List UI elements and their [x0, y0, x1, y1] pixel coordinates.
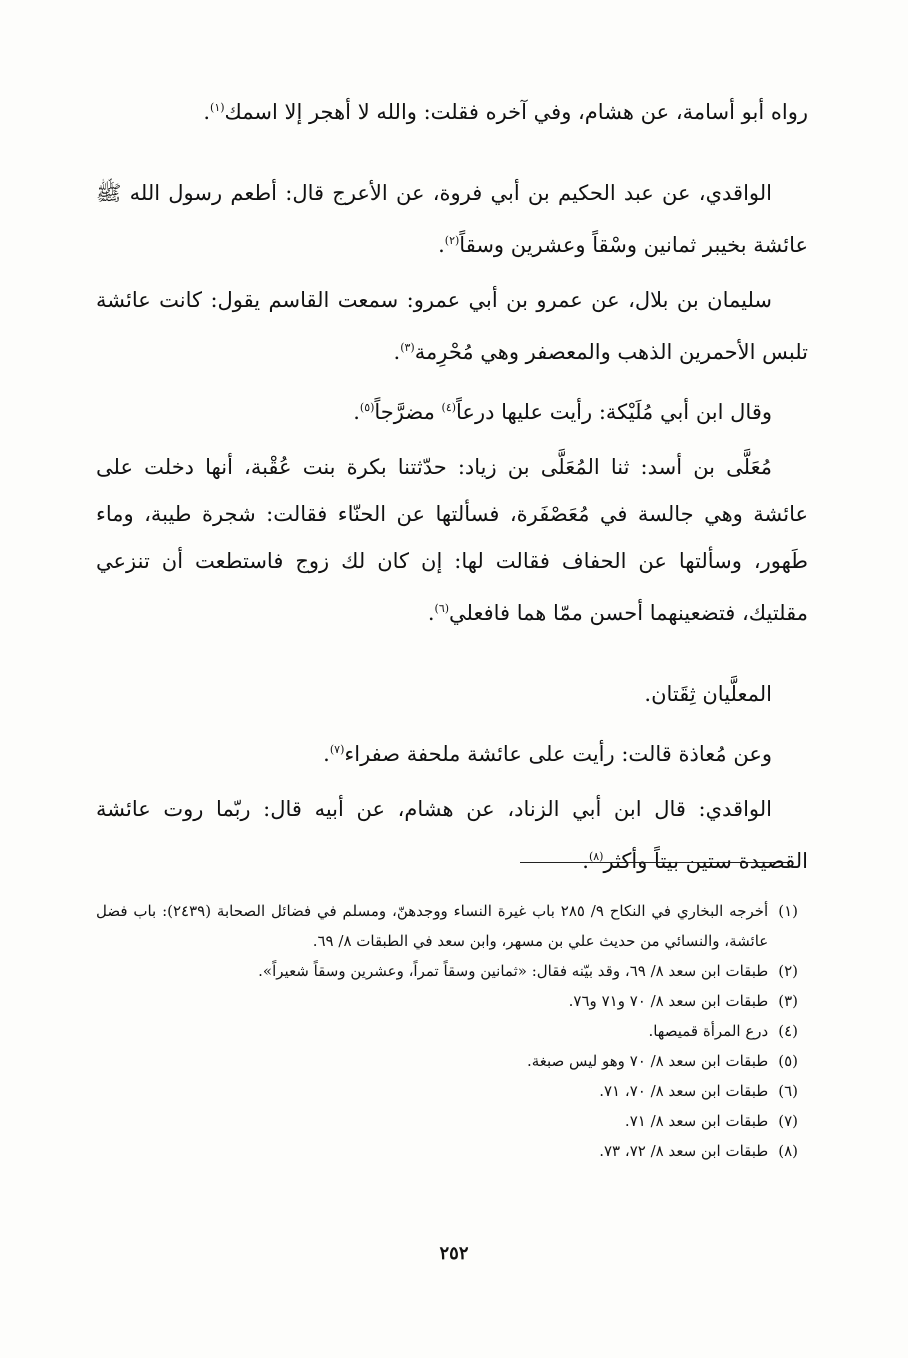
footnote-3 [96, 986, 798, 1016]
footnote-ref[interactable]: (٣) [400, 341, 415, 354]
footnote-6 [96, 1076, 798, 1106]
footnote-1 [96, 896, 798, 956]
footnote-2 [96, 956, 798, 986]
page-number: ٢٥٢ [439, 1243, 469, 1264]
footnote-7 [96, 1106, 798, 1136]
paragraph-text: الواقدي، عن عبد الحكيم بن أبي فروة، عن الأعرج قال: أطعم رسول الله ﷺ عائشة بخيبر ثمانين وسْقاً وعشرين وسقاً [96, 181, 808, 257]
footnote-5 [96, 1046, 798, 1076]
footnote-text: طبقات ابن سعد ٨/ ٧٠، ٧١. [599, 1082, 769, 1100]
footnote-number: (٨) [778, 1142, 798, 1160]
footnote-number: (١) [778, 902, 798, 920]
paragraph-text: وعن مُعاذة قالت: رأيت على عائشة ملحفة صفراء [344, 742, 772, 766]
footnote-8 [96, 1136, 798, 1166]
paragraph-4 [96, 384, 808, 436]
paragraph-text: مُعَلَّى بن أسد: ثنا المُعَلَّى بن زياد: حدّثتنا بكرة بنت عُقْبة، أنها دخلت على عائشة وهي جالسة في مُعَصْفَرة، فسألتها عن الحنّاء فقالت: شجرة طيبة، وماء طَهور، وسألتها عن الحفاف فقالت لها: إن كان لك زوج فاستطعت أن تنزعي مقلتيك، فتضعينهما أحسن ممّا هما فافعلي [96, 455, 808, 625]
paragraph-6 [96, 671, 808, 718]
footnote-text: طبقات ابن سعد ٨/ ٧٢، ٧٣. [599, 1142, 769, 1160]
paragraph-text: المعلَّيان ثِقَتان. [644, 682, 772, 706]
period: . [203, 100, 211, 124]
paragraph-text: مضرَّجاً [374, 400, 442, 424]
paragraph-text: وقال ابن أبي مُلَيْكة: رأيت عليها درعاً [456, 400, 772, 424]
paragraph-2 [96, 170, 808, 269]
footnote-number: (٧) [778, 1112, 798, 1130]
period: . [438, 233, 445, 257]
period: . [323, 742, 330, 766]
footnote-4 [96, 1016, 798, 1046]
footnote-text: أخرجه البخاري في النكاح ٩/ ٢٨٥ باب غيرة النساء ووجدهنّ، ومسلم في فضائل الصحابة (٢٤٣٩): باب فضل عائشة، والنسائي من حديث علي بن مسهر، وابن سعد في الطبقات ٨/ ٦٩. [96, 902, 769, 950]
footnote-ref[interactable]: (٨) [588, 850, 604, 863]
footnote-ref[interactable]: (٢) [444, 234, 460, 247]
paragraph-8 [96, 786, 808, 885]
paragraph-5 [96, 444, 808, 637]
footnote-ref[interactable]: (١) [210, 101, 225, 114]
paragraph-text: رواه أبو أسامة، عن هشام، وفي آخره فقلت: والله لا أهجر إلا اسمك [224, 100, 808, 124]
footnotes [96, 896, 798, 1166]
footnote-number: (٢) [778, 962, 798, 980]
footnote-text: طبقات ابن سعد ٨/ ٧١. [624, 1112, 769, 1130]
footnote-text: طبقات ابن سعد ٨/ ٦٩، وقد بيّنه فقال: «ثمانين وسقاً تمراً، وعشرين وسقاً شعيراً». [258, 962, 769, 980]
paragraph-text: سليمان بن بلال، عن عمرو بن أبي عمرو: سمعت القاسم يقول: كانت عائشة تلبس الأحمرين الذهب والمعصفر وهي مُحْرِمة [96, 288, 808, 364]
period: . [427, 601, 435, 625]
footnote-number: (٥) [778, 1052, 798, 1070]
footnote-text: طبقات ابن سعد ٨/ ٧٠ و٧١ و٧٦. [568, 992, 769, 1010]
paragraph-1 [96, 84, 808, 136]
footnote-number: (٣) [778, 992, 798, 1010]
paragraph-text: الواقدي: قال ابن أبي الزناد، عن هشام، عن أبيه قال: ربّما روت عائشة القصيدة ستين بيتاً وأكثر [96, 797, 808, 873]
footnote-number: (٦) [778, 1082, 798, 1100]
period: . [393, 340, 401, 364]
paragraph-7 [96, 726, 808, 778]
footnote-text: طبقات ابن سعد ٨/ ٧٠ وهو ليس صبغة. [526, 1052, 769, 1070]
footnote-ref[interactable]: (٧) [329, 743, 345, 756]
footnote-text: درع المرأة قميصها. [648, 1022, 769, 1040]
footnote-divider [520, 862, 790, 863]
footnote-number: (٤) [778, 1022, 798, 1040]
main-text [96, 84, 808, 893]
footnote-ref[interactable]: (٥) [359, 401, 375, 414]
paragraph-3 [96, 277, 808, 376]
period: . [582, 849, 589, 873]
period: . [353, 400, 360, 424]
footnote-ref[interactable]: (٤) [441, 401, 457, 414]
footnote-ref[interactable]: (٦) [434, 602, 450, 615]
